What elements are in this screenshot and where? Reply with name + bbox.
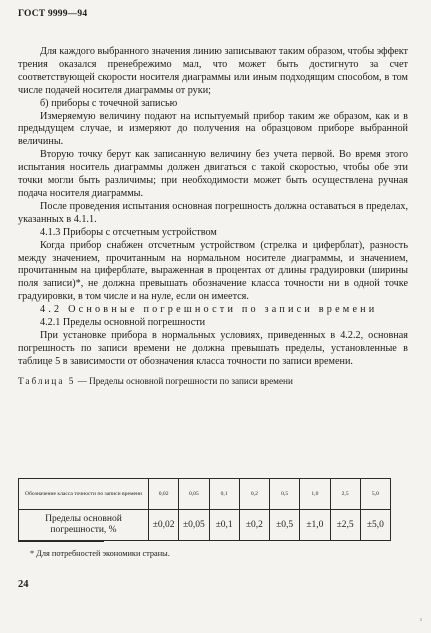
table-header-row	[19, 479, 391, 510]
table-cell: ±0,05	[179, 510, 209, 541]
table-header-cell: 5,0	[360, 479, 390, 510]
table-header-cell: 0,5	[270, 479, 300, 510]
section-heading: 4.2 Основные погрешности по записи времени	[40, 304, 378, 316]
table-caption	[18, 375, 408, 388]
paragraph: Измеряемую величину подают на испытуемый прибор таким же образом, как и в предыдущем случае, и измеряют до получения на образцовом приборе выбранной величины.	[18, 110, 408, 148]
table-row-label: Пределы основной погрешности, %	[19, 510, 149, 541]
paragraph: Вторую точку берут как записанную величину без учета первой. Во время этого испытания носитель диаграммы должен двигаться с такой скоростью, чтобы обе эти точки могли быть различимы; при необходимости может быть осуществлена ручная подача носителя диаграммы.	[18, 149, 408, 199]
table-header-cell: 0,05	[179, 479, 209, 510]
table-cell: ±1,0	[300, 510, 330, 541]
table-caption-text: — Пределы основной погрешности по записи времени	[75, 375, 293, 386]
table-header-cell: 0,1	[209, 479, 239, 510]
table-cell: ±0,1	[209, 510, 239, 541]
paragraph: После проведения испытания основная погрешность должна оставаться в пределах, указанных в 4.1.1.	[18, 200, 408, 225]
table-header-cell: 0,2	[239, 479, 269, 510]
table-caption-label: Таблица 5	[18, 375, 76, 386]
paragraph: Когда прибор снабжен отсчетным устройством (стрелка и циферблат), разность между значением, прочитанным на нормальном носителе диаграммы, и значением, прочитанным на циферблате, выраженная в процентах от длины градуировки (ширины поля записи)*, не должна превышать обозначение класса точности ни в одной точке градуировки, в том числе и на нуле, если он имеется.	[18, 239, 408, 303]
paragraph: Для каждого выбранного значения линию записывают таким образом, чтобы эффект трения оказался пренебрежимо мал, что может быть достигнуто за счет соответствующей скорости носителя диаграммы или иным подходящим способом, в том числе подачей носителя диаграммы от руки;	[18, 46, 408, 96]
table-header-cell: Обозначение класса точности по записи времени	[19, 479, 149, 510]
paragraph: б) приборы с точечной записью	[40, 97, 178, 109]
table-header-cell: 1,0	[300, 479, 330, 510]
corner-mark: ¹	[420, 617, 423, 625]
accuracy-table	[18, 478, 391, 541]
table-cell: ±2,5	[330, 510, 360, 541]
footnote-divider	[18, 541, 104, 542]
body-text	[18, 46, 408, 388]
table-header-cell: 0,02	[149, 479, 179, 510]
page-number: 24	[18, 579, 29, 590]
table-cell: ±5,0	[360, 510, 390, 541]
table-row	[19, 510, 391, 541]
section-heading: 4.2.1 Пределы основной погрешности	[40, 317, 206, 329]
table-cell: ±0,2	[239, 510, 269, 541]
table-header-cell: 2,5	[330, 479, 360, 510]
paragraph: При установке прибора в нормальных условиях, приведенных в 4.2.2, основная погрешность по записи времени не должна превышать пределы, установленные в таблице 5 в зависимости от обозначения класса точности по записи времени.	[18, 329, 408, 367]
document-header: ГОСТ 9999—94	[18, 9, 88, 19]
section-heading: 4.1.3 Приборы с отсчетным устройством	[40, 226, 217, 238]
table-cell: ±0,02	[149, 510, 179, 541]
table-cell: ±0,5	[270, 510, 300, 541]
footnote: * Для потребностей экономики страны.	[30, 549, 170, 558]
